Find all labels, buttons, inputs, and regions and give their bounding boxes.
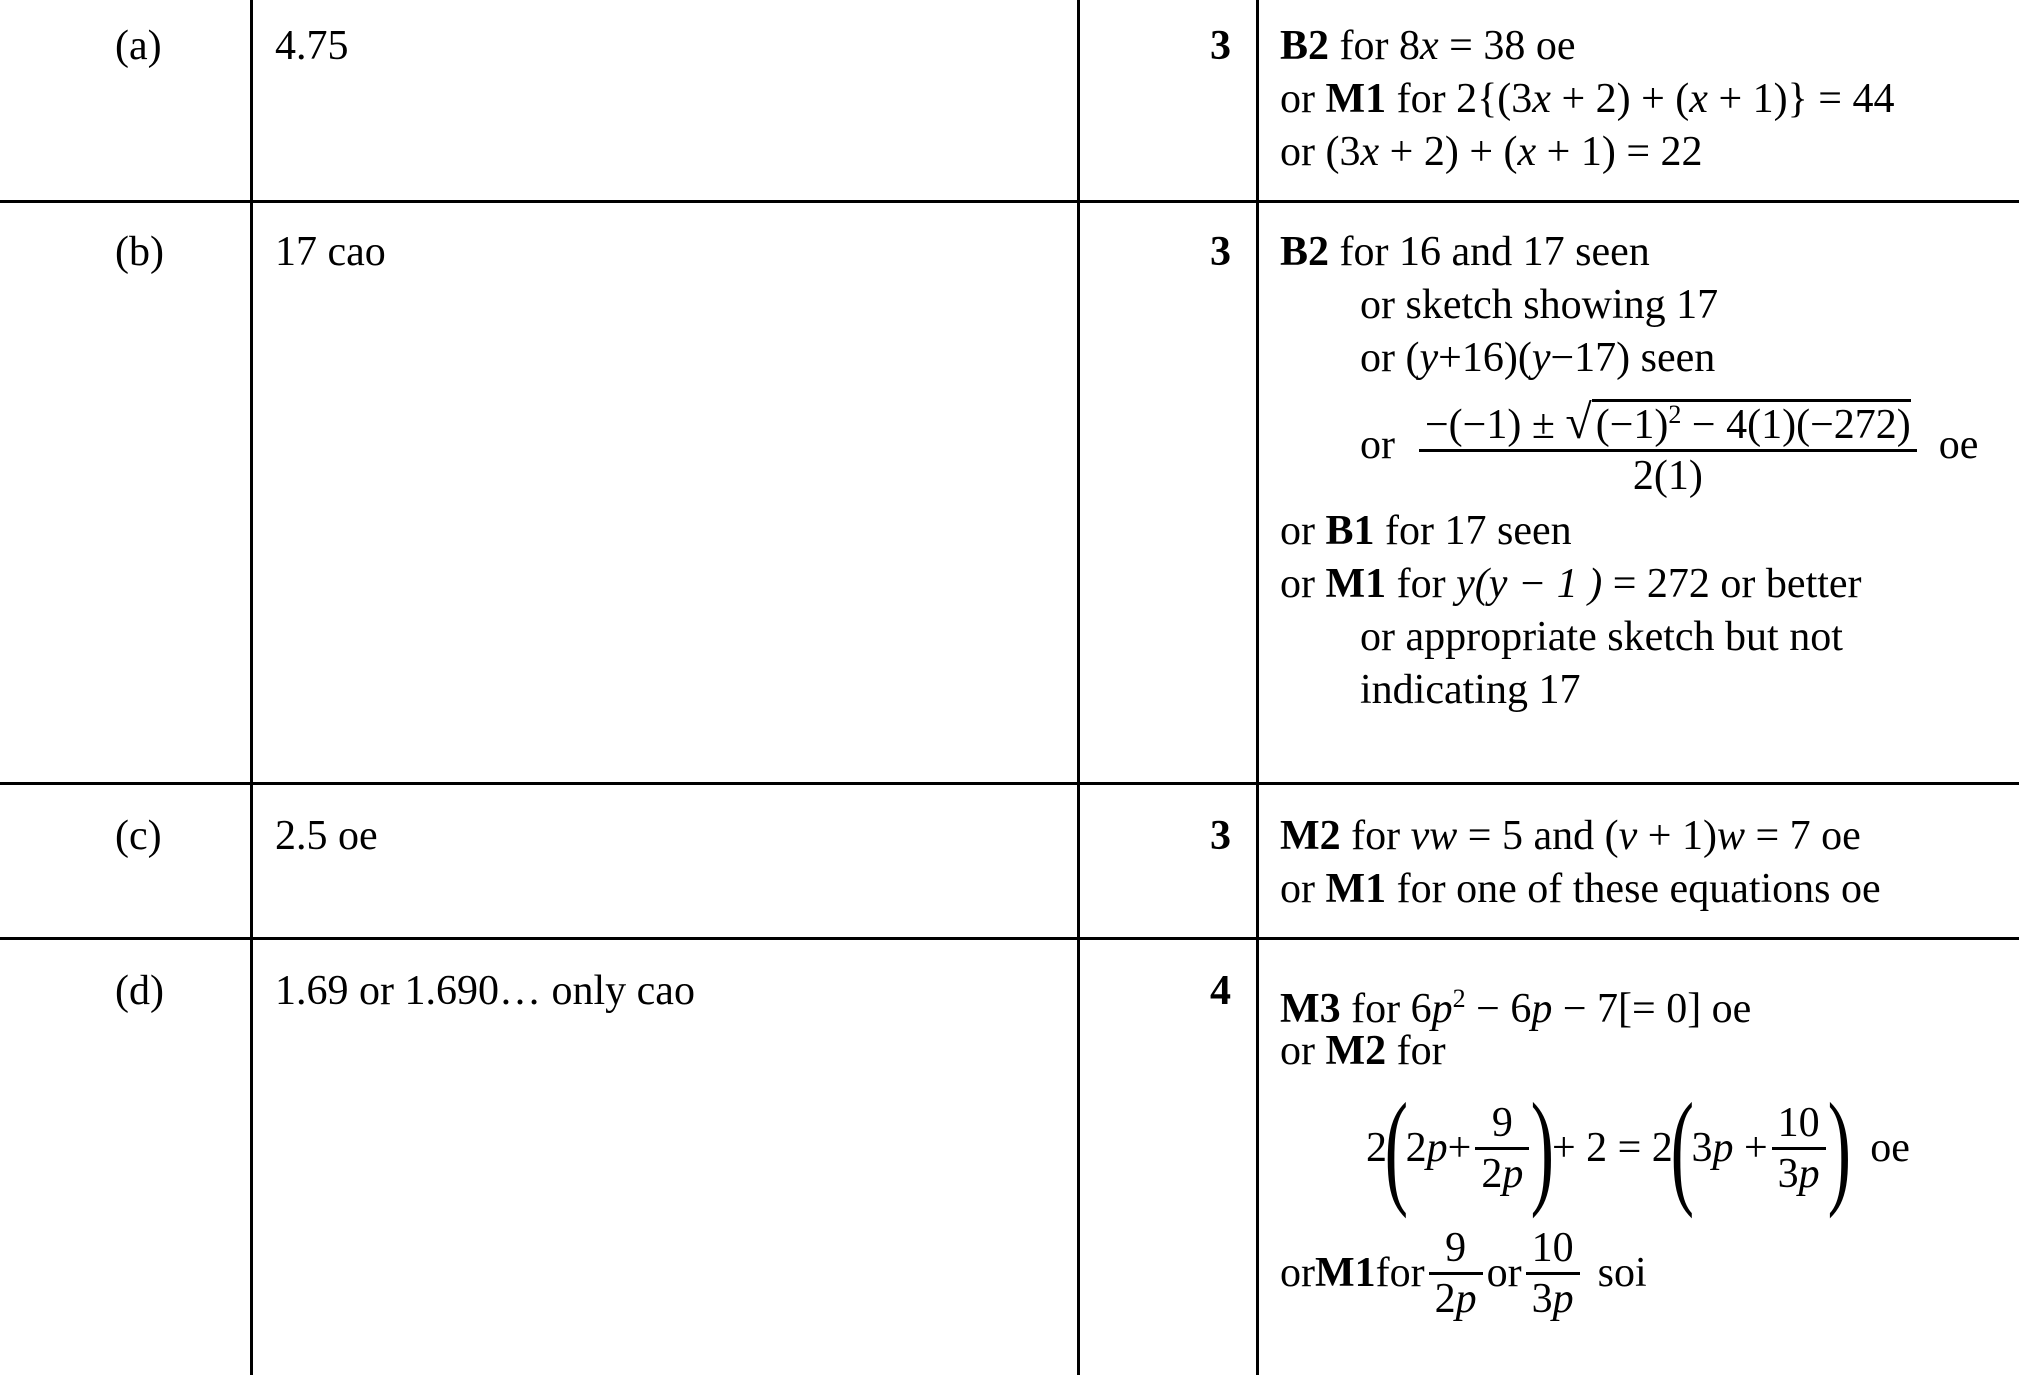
column-divider-2 (1077, 0, 1080, 1375)
guidance-b: B2 for 16 and 17 seen or sketch showing 17 or (y+16)(y−17) seen or $\frac{-(-1) \pm √(-1)^2 - 4(1)(-272)}{2(1)}$ oe or B1 for 17 seen or M1 for y(y − 1 ) = 272 or better or appropriate sketch but not indicating 17 (1280, 229, 1979, 713)
m2-equation: 2 ( 2 p + $\frac{9}{2p}$ ) + 2 = 2 ( 3 p + $\frac{10}{3p}$ ) oe (1366, 1077, 1910, 1219)
mark-value: 3 (1210, 813, 1231, 859)
m2-code: M2 (1280, 813, 1341, 859)
b1-code: B1 (1325, 508, 1375, 554)
row-divider-2 (0, 782, 2019, 785)
guidance-a: B2 for 8x = 38 oe or M1 for 2{(3x + 2) + (x + 1)} = 44 or (3x + 2) + (x + 1) = 22 (1280, 23, 1895, 175)
part-label: (b) (115, 229, 164, 275)
b2-code: B2 (1280, 23, 1330, 69)
part-label: (a) (115, 23, 162, 69)
answer: 4.75 (275, 23, 349, 69)
m2-code: M2 (1325, 1028, 1387, 1074)
mark-value: 3 (1210, 229, 1231, 275)
column-divider-3 (1256, 0, 1259, 1375)
m3-code: M3 (1280, 986, 1341, 1032)
m1-code: M1 (1315, 1249, 1376, 1296)
answer: 2.5 oe (275, 813, 378, 859)
answer: 17 cao (275, 229, 386, 275)
part-label: (c) (115, 813, 162, 859)
column-divider-1 (250, 0, 253, 1375)
guidance-d: M3 for $6p^2 - 6p - 7[= 0]$ oe or M2 for 2 ( 2 p + $\frac{9}{2p}$ ) + 2 = 2 ( 3 p + $\frac{10}{3p}$ ) oe or M1 for $\frac{9}{2p}$ or $\frac{10}{3p}$ soi (1280, 972, 1910, 1328)
mark-value: 3 (1210, 23, 1231, 69)
row-divider-1 (0, 200, 2019, 203)
b2-code: B2 (1280, 229, 1330, 275)
m1-code: M1 (1325, 866, 1387, 912)
answer: 1.69 or 1.690… only cao (275, 968, 695, 1014)
m1-code: M1 (1325, 561, 1387, 607)
row-divider-3 (0, 937, 2019, 940)
m1-code: M1 (1325, 76, 1387, 122)
m1-fractions: or M1 for $\frac{9}{2p}$ or $\frac{10}{3p}$ soi (1280, 1224, 1647, 1322)
quadratic-formula: or $\frac{-(-1) \pm √(-1)^2 - 4(1)(-272)}{2(1)}$ oe (1280, 385, 1978, 505)
guidance-c: M2 for vw = 5 and (v + 1)w = 7 oe or M1 for one of these equations oe (1280, 813, 1881, 912)
mark-value: 4 (1210, 968, 1231, 1014)
part-label: (d) (115, 968, 164, 1014)
